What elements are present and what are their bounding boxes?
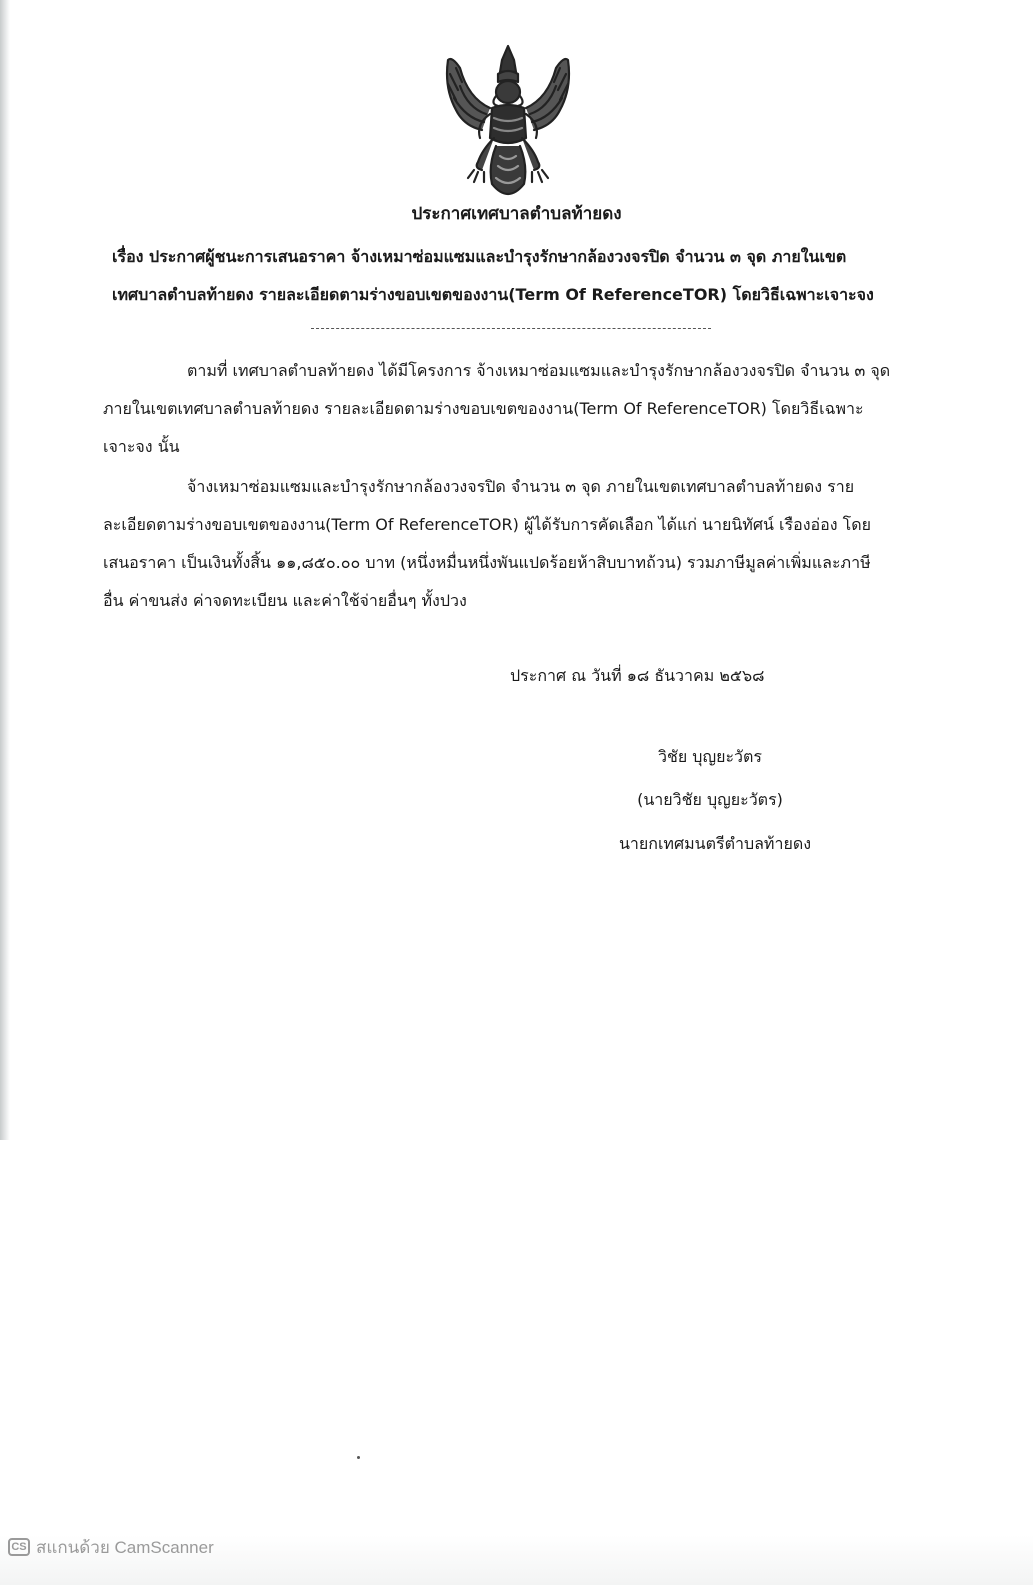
announcement-date: ประกาศ ณ วันที่ ๑๘ ธันวาคม ๒๕๖๘ xyxy=(510,666,765,685)
paragraph-line: เจาะจง นั้น xyxy=(103,437,180,456)
subject-line: เรื่อง ประกาศผู้ชนะการเสนอราคา จ้างเหมาซ่อมแซมและบำรุงรักษากล้องวงจรปิด จำนวน ๓ จุด ภายในเขต xyxy=(112,247,847,266)
body-paragraph-1 xyxy=(103,352,918,466)
paragraph-line: ภายในเขตเทศบาลตำบลท้ายดง รายละเอียดตามร่างขอบเขตของงาน(Term Of ReferenceTOR) โดยวิธีเฉพาะ xyxy=(103,399,864,418)
signature-position: นายกเทศมนตรีตำบลท้ายดง xyxy=(618,834,812,853)
subject-line: เทศบาลตำบลท้ายดง รายละเอียดตามร่างขอบเขตของงาน(Term Of ReferenceTOR) โดยวิธีเฉพาะเจาะจง xyxy=(112,285,874,304)
body-paragraph-2 xyxy=(103,468,918,620)
paragraph-line: อื่น ค่าขนส่ง ค่าจดทะเบียน และค่าใช้จ่ายอื่นๆ ทั้งปวง xyxy=(103,591,467,610)
camscanner-logo-icon: CS xyxy=(8,1538,30,1556)
camscanner-watermark xyxy=(8,1537,214,1557)
announcement-title: ประกาศเทศบาลตำบลท้ายดง xyxy=(411,204,622,224)
paragraph-line: จ้างเหมาซ่อมแซมและบำรุงรักษากล้องวงจรปิด จำนวน ๓ จุด ภายในเขตเทศบาลตำบลท้ายดง ราย xyxy=(187,477,855,496)
paragraph-line: ตามที่ เทศบาลตำบลท้ายดง ได้มีโครงการ จ้างเหมาซ่อมแซมและบำรุงรักษากล้องวงจรปิด จำนวน ๓ จุด xyxy=(187,361,891,380)
paragraph-line: เสนอราคา เป็นเงินทั้งสิ้น ๑๑,๘๕๐.๐๐ บาท (หนึ่งหมื่นหนึ่งพันแปดร้อยห้าสิบบาทถ้วน) รวมภาษีมูลค่าเพิ่มและภาษี xyxy=(103,553,871,572)
divider xyxy=(311,328,711,329)
garuda-emblem-icon xyxy=(438,38,578,198)
scan-edge-shadow xyxy=(0,0,10,1140)
scan-speck xyxy=(357,1456,360,1459)
watermark-text: สแกนด้วย CamScanner xyxy=(36,1537,214,1557)
signature-name: วิชัย บุญยะวัตร xyxy=(657,747,763,766)
paragraph-line: ละเอียดตามร่างขอบเขตของงาน(Term Of ReferenceTOR) ผู้ได้รับการคัดเลือก ได้แก่ นายนิทัศน์ เรืองอ่อง โดย xyxy=(103,515,871,534)
signature-full-name: (นายวิชัย บุญยะวัตร) xyxy=(637,790,783,809)
announcement-subject xyxy=(112,238,912,314)
